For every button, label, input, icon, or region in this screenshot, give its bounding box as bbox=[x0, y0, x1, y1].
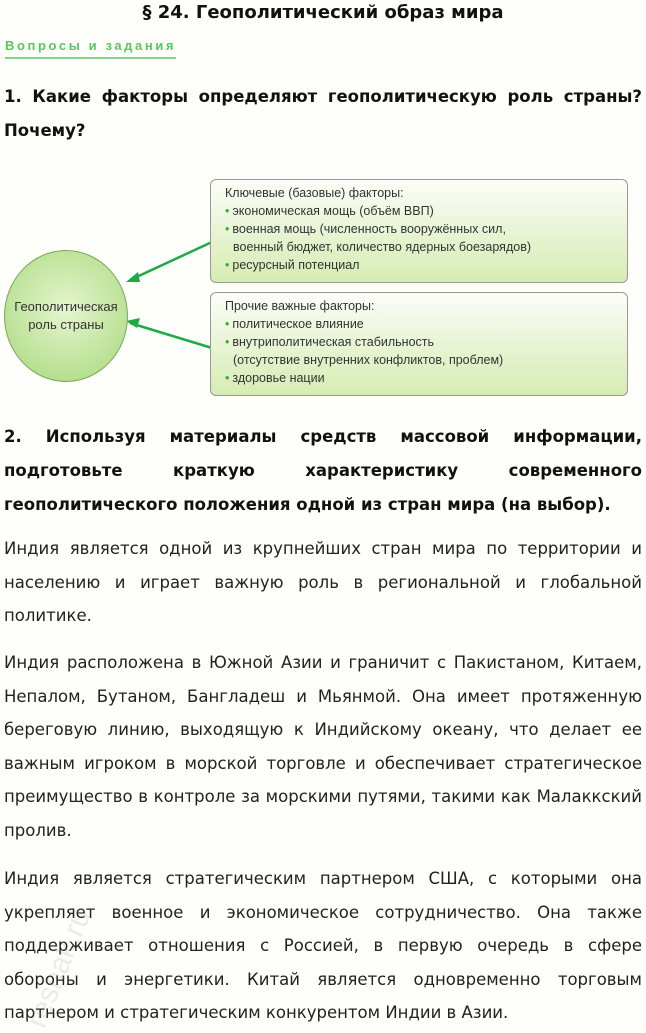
center-node: Геополитическая роль страны bbox=[4, 250, 128, 382]
question-1: 1. Какие факторы определяют геополитическую роль страны? Почему? bbox=[4, 87, 642, 140]
answer-paragraph: Индия расположена в Южной Азии и граничит с Пакистаном, Китаем, Непалом, Бутаном, Бангладеш и Мьянмой. Она имеет протяженную береговую линию, выходящую к Индийскому океану, что делает ее важным игроком в морской торговле и обеспечивает стратегическое преимущество в контроле за морскими путями, такими как Малаккский пролив. bbox=[4, 653, 642, 840]
factor-item: • военная мощь (численность вооружённых сил, bbox=[225, 220, 619, 238]
factor-item: • экономическая мощь (объём ВВП) bbox=[225, 202, 619, 220]
key-factors-box bbox=[210, 179, 628, 283]
other-factors-box bbox=[210, 292, 628, 396]
factor-item: • ресурсный потенциал bbox=[225, 256, 619, 274]
watermark: reshak.ru bbox=[20, 904, 98, 1033]
arrow-other-factors bbox=[130, 323, 212, 348]
factors-diagram bbox=[0, 176, 646, 402]
section-label: Вопросы и задания bbox=[5, 38, 176, 59]
factor-item: • политическое влияние bbox=[225, 315, 619, 333]
box-heading: Прочие важные факторы: bbox=[225, 299, 375, 313]
factor-item: • здоровье нации bbox=[225, 369, 619, 387]
question-2: 2. Используя материалы средств массовой информации, подготовьте краткую характеристику современного геополитического положения одной из стран мира (на выбор). bbox=[4, 427, 642, 514]
answer-paragraph: Индия является стратегическим партнером США, с которыми она укрепляет военное и экономическое сотрудничество. Она также поддерживает отношения с Россией, в первую очередь в сфере обороны и энергетики. Китай является одновременно торговым партнером и стратегическим конкурентом Индии в Азии. bbox=[4, 869, 642, 1022]
page-title: § 24. Геополитический образ мира bbox=[142, 2, 504, 23]
factor-item-cont: военный бюджет, количество ядерных боезарядов) bbox=[233, 240, 531, 254]
factor-item-cont: (отсутствие внутренних конфликтов, проблем) bbox=[233, 353, 504, 367]
factor-item: • внутриполитическая стабильность bbox=[225, 333, 619, 351]
answer-paragraph: Индия является одной из крупнейших стран мира по территории и населению и играет важную роль в региональной и глобальной политике. bbox=[4, 539, 642, 625]
box-heading: Ключевые (базовые) факторы: bbox=[225, 186, 404, 200]
arrow-key-factors bbox=[130, 242, 212, 280]
